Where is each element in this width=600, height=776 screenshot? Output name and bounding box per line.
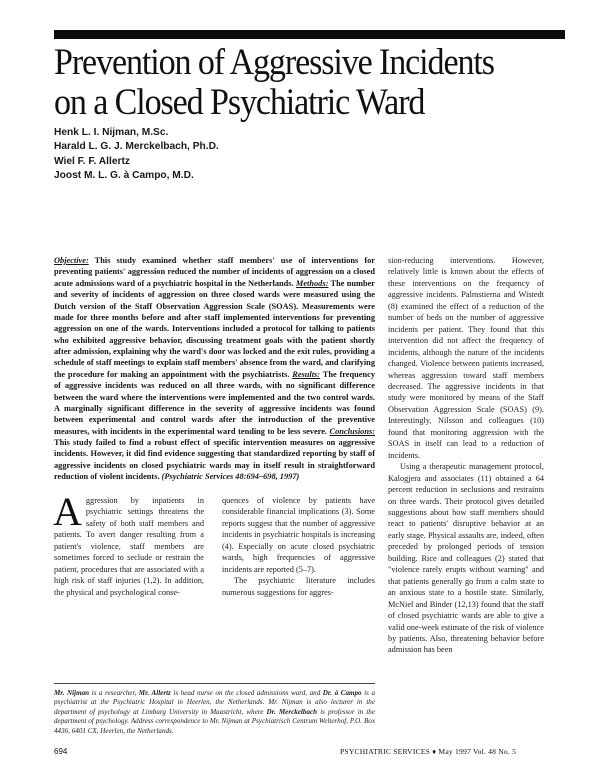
conclusions-label: Conclusions: — [329, 426, 375, 436]
paragraph-literature: The psychiatric literature includes numerous suggestions for aggres- — [222, 576, 375, 597]
page-number: 694 — [54, 747, 68, 756]
drop-cap: A — [53, 489, 82, 534]
author-footnote — [54, 689, 375, 736]
body-column-left — [53, 489, 204, 598]
footnote-text-3: is a psychiatrist at the Psychiatric Hospital in Heerlen, the Netherlands. Mr. Nijman is also lecturer in the department of psychology at Limburg University in Maastricht, where — [54, 689, 375, 716]
footnote-name-3: Dr. à Campo — [322, 689, 362, 697]
paragraph-protocol: Using a therapeutic management protocol, Kalogjera and associates (11) obtained a 64 percent reduction in seclusions and restraints on three wards. Their protocol gives detailed suggestions about how staff members should react to patients' disruptive behavior at an early stage. Physical assaults are, indeed, often preceded by prolonged periods of tension building. Rice and colleagues (2) stated that "violence rarely erupts without warning" and that patients generally go from a calm state to an anxious state to a hostile state. Similarly, McNiel and Binder (12,13) found that the staff of closed psychiatric wards are able to give a valid one-week estimate of the risk of violence by patients. Also, threatening behavior before admission has been — [388, 462, 544, 655]
author-3: Wiel F. F. Allertz — [54, 155, 130, 167]
title-line-2: on a Closed Psychiatric Ward — [54, 82, 425, 123]
abstract-citation: (Psychiatric Services 48:694–698, 1997) — [161, 472, 300, 482]
running-footer: PSYCHIATRIC SERVICES ♦ May 1997 Vol. 48 No. 5 — [340, 747, 517, 756]
footnote-name-4: Dr. Merckelbach — [266, 707, 318, 716]
intro-text: ggression by inpatients in psychiatric settings threatens the safety of both staff members and patients. To avert danger resulting from a patient's violence, staff members are sometimes forced to seclude or restrain the patient, procedures that are associated with a high risk of staff injuries (1,2). In addition, the physical and psychological conse- — [54, 496, 204, 597]
author-1: Henk L. I. Nijman, M.Sc. — [54, 127, 169, 138]
methods-text: The number and severity of incidents of aggression on three closed wards were measured using the Dutch version of the Staff Observation Aggression Scale (SOAS). Measurements were made for three months before and after staff implemented interventions for preventing aggression on one of the wards. Interventions included a protocol for talking to patients who exhibited aggressive behavior, discussing treatment goals with the patient shortly after admission, explaining why the ward's door was locked and the exit rules, providing a schedule of staff meetings to explain staff members' absence from the ward, and clarifying the procedure for making an appointment with the psychiatrists. — [54, 278, 375, 379]
objective-text: This study examined whether staff members' use of interventions for preventing patients' aggression reduced the number of incidents of aggression on a closed acute admissions ward of a psychiatric hospital in the Netherlands. — [54, 256, 375, 288]
title-line-1: Prevention of Aggressive Incidents — [54, 42, 494, 83]
conclusions-text: This study failed to find a robust effect of specific intervention measures on aggressive incidents. However, it did find evidence suggesting that standardized reporting by staff of aggressive incidents on closed psychiatric wards may in itself result in straightforward reduction of violent incidents. — [54, 438, 375, 482]
methods-label: Methods: — [295, 278, 329, 288]
footnote-text-2: is head nurse on the closed admissions ward, and — [170, 689, 323, 697]
author-4: Joost M. L. G. à Campo, M.D. — [54, 170, 194, 182]
intro-paragraph — [53, 489, 204, 598]
body-column-middle — [222, 495, 375, 598]
paragraph-interventions: sion-reducing interventions. However, relatively little is known about the effects of these interventions on the frequency of aggressive incidents. Palmstierna and Wistedt (8) examined the effect of a reduction of the number of beds on the number of aggressive incidents per patient. They found that this intervention did not affect the frequency of incidents, although the nature of the incidents changed. Violence between patients increased, whereas aggression toward staff members decreased. The aggressive incidents in that study were monitored by means of the Staff Observation Aggression Scale (SOAS) (9). Interestingly, Nilsson and colleagues (10) found that monitoring aggression with the SOAS in itself can lead to a reduction of incidents. — [388, 256, 544, 460]
abstract — [54, 255, 375, 483]
author-list — [54, 126, 354, 184]
body-column-right — [388, 255, 544, 656]
objective-label: Objective: — [54, 256, 89, 265]
footnote-rule — [54, 683, 375, 684]
article-title — [54, 43, 532, 123]
author-2: Harald L. G. J. Merckelbach, Ph.D. — [54, 141, 219, 153]
results-text: The frequency of aggressive incidents was reduced on all three wards, with no significant difference between the ward where the interventions were implemented and the two control wards. A marginally significant difference in the severity of aggressive incidents was found between experimental and control wards after the introduction of the preventive measures, with incidents in the experimental ward tending to be less severe. — [54, 369, 375, 436]
footnote-name-1: Mr. Nijman — [54, 689, 90, 697]
title-rule — [54, 30, 565, 39]
footnote-text-1: is a researcher, — [89, 689, 139, 697]
results-label: Results: — [292, 369, 321, 379]
footnote-text-4: is professor in the department of psychology. Address correspondence to Mr. Nijman at Psychiatrisch Centrum Welterhof, P.O. Box 4436, 6401 CX, Heerlen, the Netherlands. — [54, 707, 375, 735]
paragraph-violence-costs: quences of violence by patients have considerable financial implications (3). Some reports suggest that the number of aggressive incidents in psychiatric hospitals is increasing (4). Especially on acute closed psychiatric wards, high frequencies of aggressive incidents are reported (5–7). — [222, 496, 375, 574]
footnote-name-2: Mr. Allertz — [138, 689, 171, 697]
